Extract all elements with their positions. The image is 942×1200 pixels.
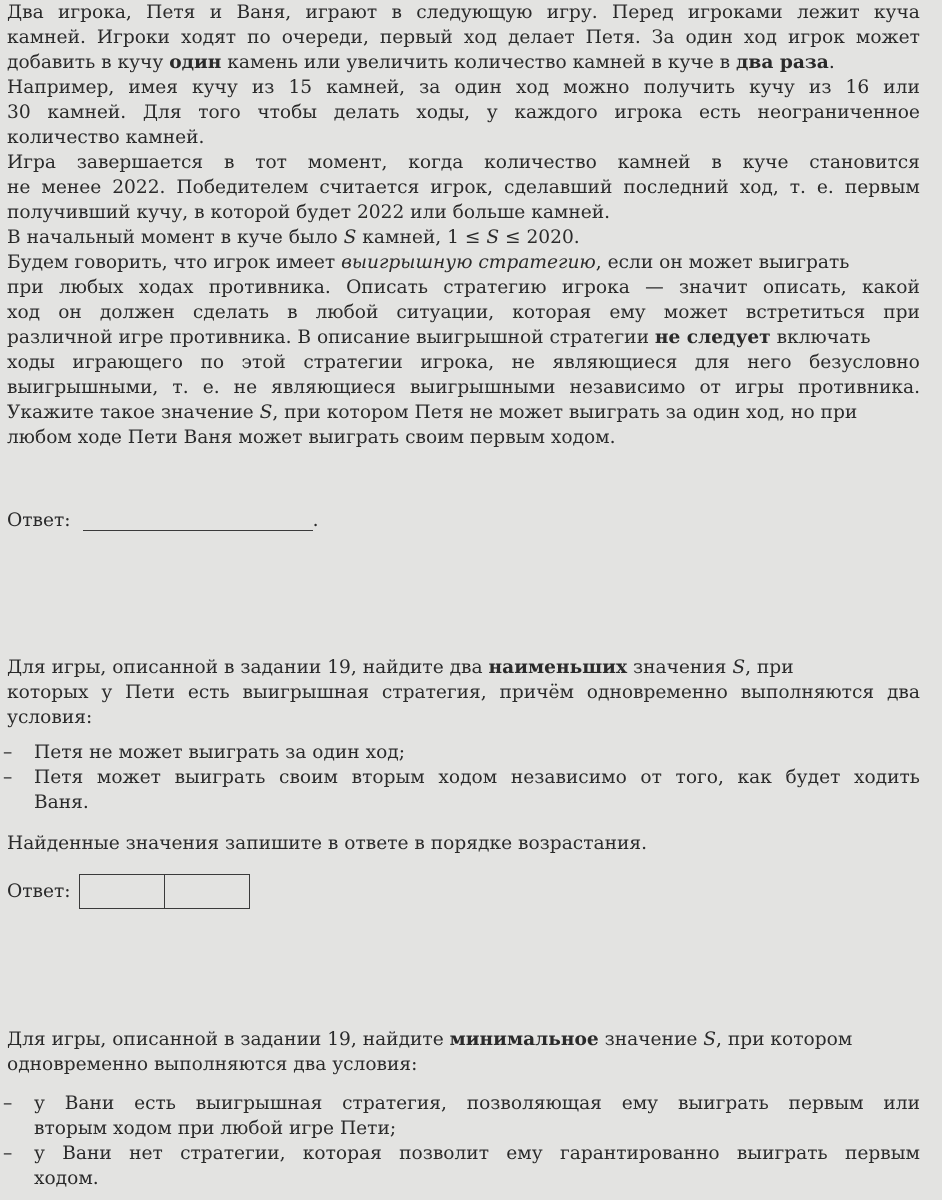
task-21-conditions	[3, 1091, 920, 1191]
text-line: количество камней.	[7, 127, 205, 148]
text-line: Будем говорить, что игрок имеет выигрышную стратегию, если он может выиграть	[7, 252, 850, 273]
answer-field[interactable]	[83, 510, 313, 531]
task-20-text	[7, 655, 920, 730]
text-line: любом ходе Пети Ваня может выиграть своим первым ходом.	[7, 427, 616, 448]
task-21-text	[7, 1027, 920, 1077]
condition-item	[3, 765, 920, 815]
task-20-conditions	[3, 740, 920, 815]
condition-item	[3, 1091, 920, 1141]
answer-period: .	[312, 510, 319, 531]
dash-marker: –	[3, 1093, 13, 1114]
text-line: Для игры, описанной в задании 19, найдите два наименьших значения S, при	[7, 657, 794, 678]
text-line: В начальный момент в куче было S камней, 1 ≤ S ≤ 2020.	[7, 227, 580, 248]
answer-cells	[79, 874, 250, 909]
text-line: выигрышными, т. е. не являющиеся выигрышными независимо от игры противника.	[7, 377, 920, 398]
text-line: Петя не может выиграть за один ход;	[34, 742, 405, 763]
condition-item	[3, 1141, 920, 1191]
text-line: условия:	[7, 707, 93, 728]
text-line: вторым ходом при любой игре Пети;	[34, 1118, 397, 1139]
text-line: различной игре противника. В описание выигрышной стратегии не следует включать	[7, 327, 871, 348]
dash-marker: –	[3, 742, 13, 763]
answer-label: Ответ:	[7, 881, 71, 902]
text-line: которых у Пети есть выигрышная стратегия, причём одновременно выполняются два	[7, 682, 920, 703]
answer-cell-2[interactable]	[164, 875, 249, 908]
text-line: ходы играющего по этой стратегии игрока, не являющиеся для него безусловно	[7, 352, 920, 373]
text-line: ходом.	[34, 1168, 99, 1189]
answer-label: Ответ:	[7, 510, 71, 531]
text-line: при любых ходах противника. Описать стратегию игрока — значит описать, какой	[7, 277, 920, 298]
dash-marker: –	[3, 767, 13, 788]
text-line: Например, имея кучу из 15 камней, за один ход можно получить кучу из 16 или	[7, 77, 920, 98]
answer-cell-1[interactable]	[80, 875, 164, 908]
condition-item	[3, 740, 920, 765]
text-line: Для игры, описанной в задании 19, найдите минимальное значение S, при котором	[7, 1029, 853, 1050]
text-line: камней. Игроки ходят по очереди, первый ход делает Петя. За один ход игрок может	[7, 27, 920, 48]
task-20-answer	[7, 874, 250, 909]
text-line: Игра завершается в тот момент, когда количество камней в куче становится	[7, 152, 920, 173]
text-line: получивший кучу, в которой будет 2022 или больше камней.	[7, 202, 611, 223]
dash-marker: –	[3, 1143, 13, 1164]
text-line: не менее 2022. Победителем считается игрок, сделавший последний ход, т. е. первым	[7, 177, 920, 198]
task-20-note	[7, 831, 920, 856]
text-line: у Вани нет стратегии, которая позволит ему гарантированно выиграть первым	[34, 1143, 920, 1164]
task-19-text	[7, 0, 920, 450]
text-line: Петя может выиграть своим вторым ходом независимо от того, как будет ходить	[34, 767, 920, 788]
text-line: Укажите такое значение S , при котором Петя не может выиграть за один ход, но при	[7, 402, 858, 423]
text-line: одновременно выполняются два условия:	[7, 1054, 418, 1075]
text-line: Два игрока, Петя и Ваня, играют в следующую игру. Перед игроками лежит куча	[7, 2, 920, 23]
text-line: ход он должен сделать в любой ситуации, которая ему может встретиться при	[7, 302, 920, 323]
text-line: 30 камней. Для того чтобы делать ходы, у каждого игрока есть неограниченное	[7, 102, 920, 123]
text-line: добавить в кучу один камень или увеличить количество камней в куче в два раза .	[7, 52, 835, 73]
text-line: Ваня.	[34, 792, 89, 813]
text-line: у Вани есть выигрышная стратегия, позволяющая ему выиграть первым или	[34, 1093, 920, 1114]
task-19-answer	[7, 510, 318, 531]
text-line: Найденные значения запишите в ответе в порядке возрастания.	[7, 833, 647, 854]
